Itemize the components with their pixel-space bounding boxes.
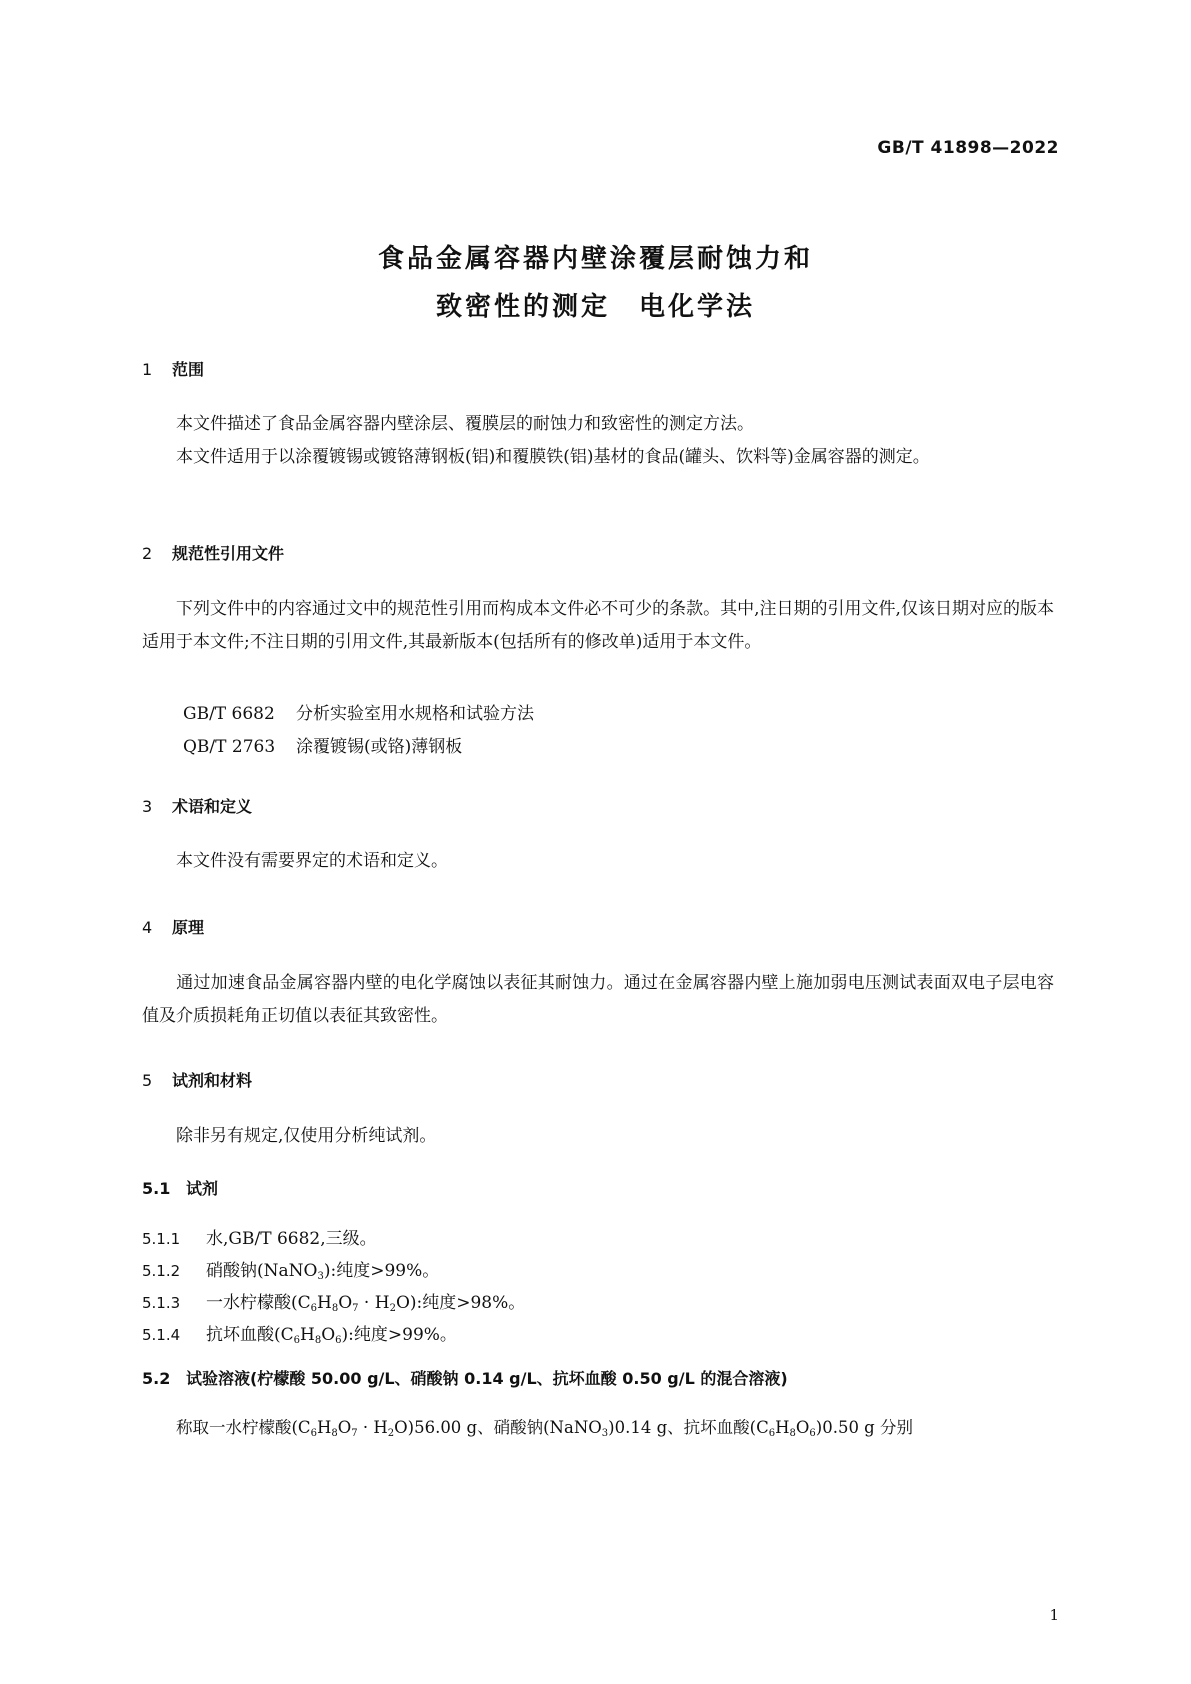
section-2-paragraph-1	[142, 593, 1054, 659]
section-title: 试剂	[186, 1179, 219, 1198]
paragraph-text: 称取一水柠檬酸$(C_6H_8O_7 \cdot H_2O)56.00$ g、硝酸钠(NaNO$_3$)0.14 g、抗坏血酸$(C_6H_8O_6)0.50$ g 分别	[176, 1418, 913, 1439]
reagent-item	[142, 1288, 525, 1314]
paragraph-text: 除非另有规定,仅使用分析纯试剂。	[176, 1126, 437, 1146]
item-number: 5.1.4	[142, 1326, 181, 1344]
section-title: 试剂和材料	[172, 1071, 253, 1090]
section-1-heading	[142, 357, 204, 380]
paragraph-text: 本文件没有需要界定的术语和定义。	[176, 851, 448, 871]
reference-code: GB/T 6682	[183, 704, 275, 724]
paragraph-text: 下列文件中的内容通过文中的规范性引用而构成本文件必不可少的条款。其中,注日期的引用文件,仅该日期对应的版本适用于本文件;不注日期的引用文件,其最新版本(包括所有的修改单)适用于本文件。	[142, 599, 1054, 652]
item-number: 5.1.2	[142, 1262, 181, 1280]
section-title: 原理	[172, 918, 205, 937]
section-number: 4	[142, 918, 153, 937]
item-text: 硝酸钠(NaNO$_3$):纯度>99%。	[206, 1261, 440, 1282]
section-1-paragraph-1	[142, 408, 1054, 441]
reagent-item	[142, 1224, 377, 1249]
item-number: 5.1.1	[142, 1230, 181, 1248]
section-5-2-paragraph-1	[142, 1411, 1054, 1450]
section-title: 规范性引用文件	[172, 544, 285, 563]
section-2-heading	[142, 541, 284, 564]
section-number: 1	[142, 360, 153, 379]
section-number: 5.1	[142, 1179, 171, 1198]
section-number: 5	[142, 1071, 153, 1090]
paragraph-text: 通过加速食品金属容器内壁的电化学腐蚀以表征其耐蚀力。通过在金属容器内壁上施加弱电压测试表面双电子层电容值及介质损耗角正切值以表征其致密性。	[142, 973, 1054, 1026]
normative-reference	[183, 699, 534, 724]
section-number: 3	[142, 797, 153, 816]
reference-code: QB/T 2763	[183, 737, 276, 757]
standard-code: GB/T 41898—2022	[877, 138, 1059, 158]
document-title-line-1: 食品金属容器内壁涂覆层耐蚀力和	[377, 244, 813, 274]
page-number: 1	[1049, 1606, 1059, 1624]
section-title: 术语和定义	[172, 797, 253, 816]
section-5-1-heading	[142, 1176, 218, 1199]
paragraph-text: 本文件适用于以涂覆镀锡或镀铬薄钢板(铝)和覆膜铁(铝)基材的食品(罐头、饮料等)金属容器的测定。	[176, 447, 930, 467]
reagent-item	[142, 1256, 439, 1282]
item-text: 一水柠檬酸$(C_6H_8O_7 \cdot H_2O)$:纯度>98%。	[206, 1293, 526, 1314]
section-1-paragraph-2	[142, 441, 1054, 474]
normative-reference	[183, 732, 462, 757]
reference-name: 涂覆镀锡(或铬)薄钢板	[296, 737, 463, 757]
section-title: 范围	[172, 360, 205, 379]
item-text: 水,GB/T 6682,三级。	[206, 1229, 377, 1249]
document-title-line-2: 致密性的测定 电化学法	[435, 292, 755, 322]
section-4-heading	[142, 915, 204, 938]
section-4-paragraph-1	[142, 967, 1054, 1033]
item-text: 抗坏血酸$(C_6H_8O_6)$:纯度>99%。	[206, 1325, 457, 1346]
paragraph-text: 本文件描述了食品金属容器内壁涂层、覆膜层的耐蚀力和致密性的测定方法。	[176, 414, 754, 434]
item-number: 5.1.3	[142, 1294, 181, 1312]
section-5-2-heading	[142, 1366, 788, 1389]
section-5-paragraph-1	[142, 1120, 1054, 1153]
reference-name: 分析实验室用水规格和试验方法	[296, 704, 534, 724]
section-number: 5.2	[142, 1369, 171, 1388]
reagent-item	[142, 1320, 457, 1346]
section-5-heading	[142, 1068, 252, 1091]
section-3-paragraph-1	[142, 845, 1054, 878]
section-number: 2	[142, 544, 153, 563]
section-3-heading	[142, 794, 252, 817]
section-title: 试验溶液(柠檬酸 50.00 g/L、硝酸钠 0.14 g/L、抗坏血酸 0.50 g/L 的混合溶液)	[186, 1369, 788, 1388]
